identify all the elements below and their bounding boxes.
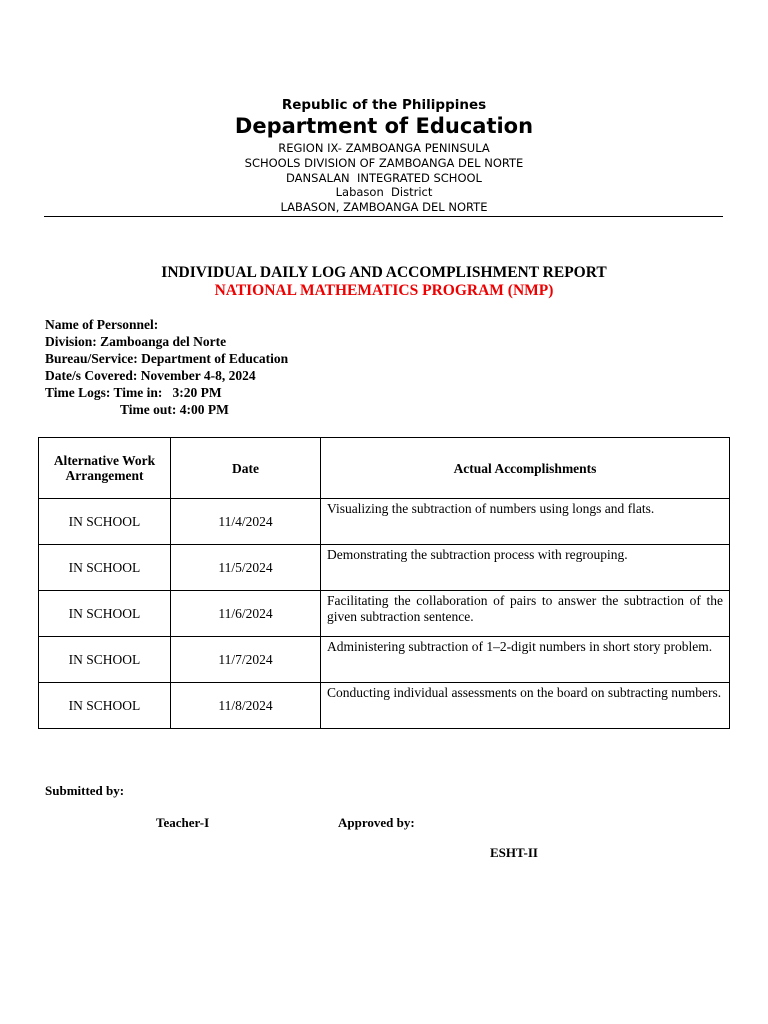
cell-date: 11/5/2024 bbox=[171, 545, 321, 591]
cell-arrangement: IN SCHOOL bbox=[39, 637, 171, 683]
cell-date: 11/6/2024 bbox=[171, 591, 321, 637]
personnel-info bbox=[45, 316, 288, 418]
accomplishment-text: Conducting individual assessments on the board on subtracting numbers. bbox=[327, 685, 722, 700]
address-line: LABASON, ZAMBOANGA DEL NORTE bbox=[280, 200, 488, 214]
accomplishment-table bbox=[38, 437, 730, 729]
report-title: INDIVIDUAL DAILY LOG AND ACCOMPLISHMENT REPORT bbox=[161, 264, 607, 281]
time-out: Time out: 4:00 PM bbox=[120, 402, 229, 417]
dates-covered: Date/s Covered: November 4-8, 2024 bbox=[45, 368, 256, 383]
header-arrangement: Alternative Work Arrangement bbox=[39, 438, 171, 499]
program-title: NATIONAL MATHEMATICS PROGRAM (NMP) bbox=[214, 282, 554, 299]
accomplishment-text: Visualizing the subtraction of numbers using longs and flats. bbox=[327, 501, 655, 516]
time-in: Time Logs: Time in: 3:20 PM bbox=[45, 385, 222, 400]
table-header-row bbox=[39, 438, 730, 499]
approver-position: ESHT-II bbox=[490, 845, 538, 860]
cell-date: 11/8/2024 bbox=[171, 683, 321, 729]
personnel-division: Division: Zamboanga del Norte bbox=[45, 334, 227, 349]
teacher-position: Teacher-I bbox=[156, 815, 210, 830]
header-date: Date bbox=[171, 438, 321, 499]
submitted-by-label: Submitted by: bbox=[45, 783, 125, 798]
personnel-name: Name of Personnel: bbox=[45, 317, 159, 332]
cell-date: 11/7/2024 bbox=[171, 637, 321, 683]
accomplishment-text: Demonstrating the subtraction process with regrouping. bbox=[327, 547, 628, 562]
table-row bbox=[39, 591, 730, 637]
personnel-bureau: Bureau/Service: Department of Education bbox=[45, 351, 289, 366]
cell-date: 11/4/2024 bbox=[171, 499, 321, 545]
cell-accomplishment bbox=[321, 499, 730, 545]
table-row bbox=[39, 683, 730, 729]
republic-heading: Republic of the Philippines bbox=[281, 97, 487, 113]
region-line: REGION IX- ZAMBOANGA PENINSULA bbox=[278, 141, 490, 155]
cell-accomplishment bbox=[321, 683, 730, 729]
cell-accomplishment bbox=[321, 637, 730, 683]
department-heading: Department of Education bbox=[234, 114, 534, 138]
cell-accomplishment bbox=[321, 591, 730, 637]
school-line: DANSALAN INTEGRATED SCHOOL bbox=[286, 171, 482, 185]
cell-accomplishment bbox=[321, 545, 730, 591]
header-accomplishments: Actual Accomplishments bbox=[321, 438, 730, 499]
accomplishment-text: Facilitating the collaboration of pairs to answer the subtraction of the given subtraction sentence. bbox=[327, 593, 723, 624]
district-line: Labason District bbox=[335, 185, 433, 199]
table-row bbox=[39, 637, 730, 683]
cell-arrangement: IN SCHOOL bbox=[39, 591, 171, 637]
header-divider bbox=[44, 216, 723, 217]
cell-arrangement: IN SCHOOL bbox=[39, 499, 171, 545]
division-office-line: SCHOOLS DIVISION OF ZAMBOANGA DEL NORTE bbox=[244, 156, 524, 170]
cell-arrangement: IN SCHOOL bbox=[39, 683, 171, 729]
accomplishment-text: Administering subtraction of 1–2-digit numbers in short story problem. bbox=[327, 639, 713, 654]
table-row bbox=[39, 499, 730, 545]
table-row bbox=[39, 545, 730, 591]
approved-by-label: Approved by: bbox=[338, 815, 415, 830]
cell-arrangement: IN SCHOOL bbox=[39, 545, 171, 591]
